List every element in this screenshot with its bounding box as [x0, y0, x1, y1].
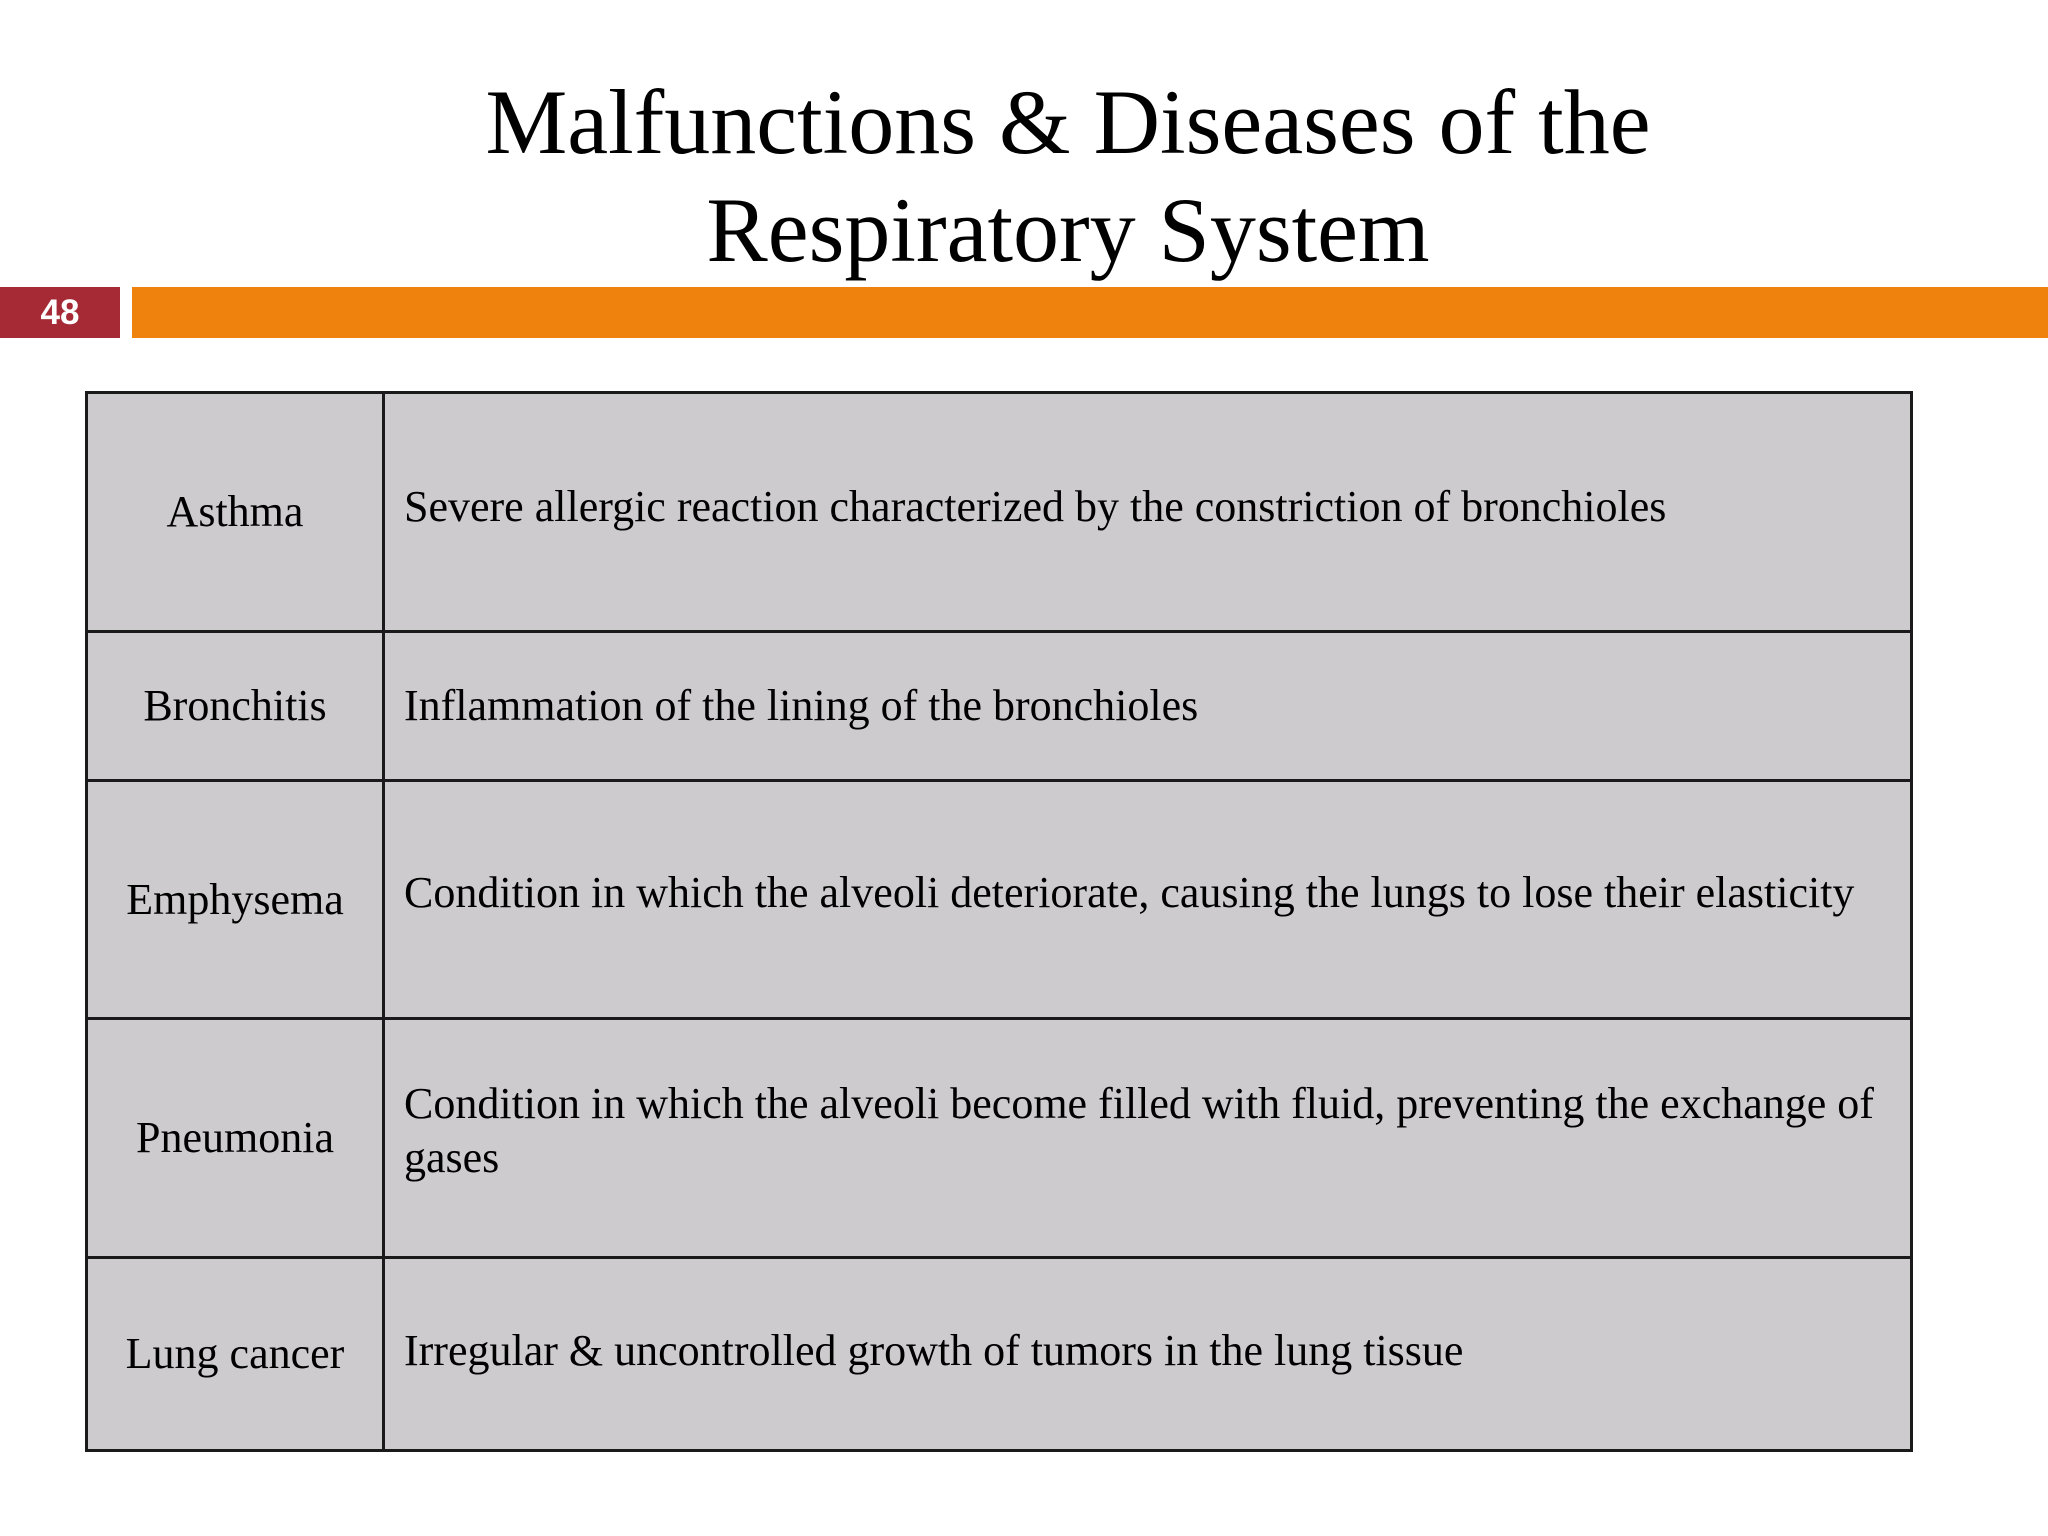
disease-description: Condition in which the alveoli become filled with fluid, preventing the exchange of gases	[384, 1019, 1912, 1258]
slide-title	[380, 68, 1756, 284]
table-row	[87, 1258, 1912, 1451]
disease-name: Lung cancer	[87, 1258, 384, 1451]
slide-number-badge: 48	[0, 287, 120, 338]
diseases-table	[85, 391, 1913, 1452]
slide-title-line-2: Respiratory System	[706, 179, 1430, 281]
disease-name: Emphysema	[87, 781, 384, 1019]
table-row	[87, 632, 1912, 781]
table-row	[87, 1019, 1912, 1258]
table-row	[87, 393, 1912, 632]
disease-description: Inflammation of the lining of the bronchioles	[384, 632, 1912, 781]
accent-bar	[132, 287, 2048, 338]
disease-name: Asthma	[87, 393, 384, 632]
disease-name: Pneumonia	[87, 1019, 384, 1258]
slide-title-line-1: Malfunctions & Diseases of the	[485, 71, 1651, 173]
disease-description: Irregular & uncontrolled growth of tumors in the lung tissue	[384, 1258, 1912, 1451]
table-row	[87, 781, 1912, 1019]
disease-description: Severe allergic reaction characterized by the constriction of bronchioles	[384, 393, 1912, 632]
disease-name: Bronchitis	[87, 632, 384, 781]
disease-description: Condition in which the alveoli deteriorate, causing the lungs to lose their elasticity	[384, 781, 1912, 1019]
